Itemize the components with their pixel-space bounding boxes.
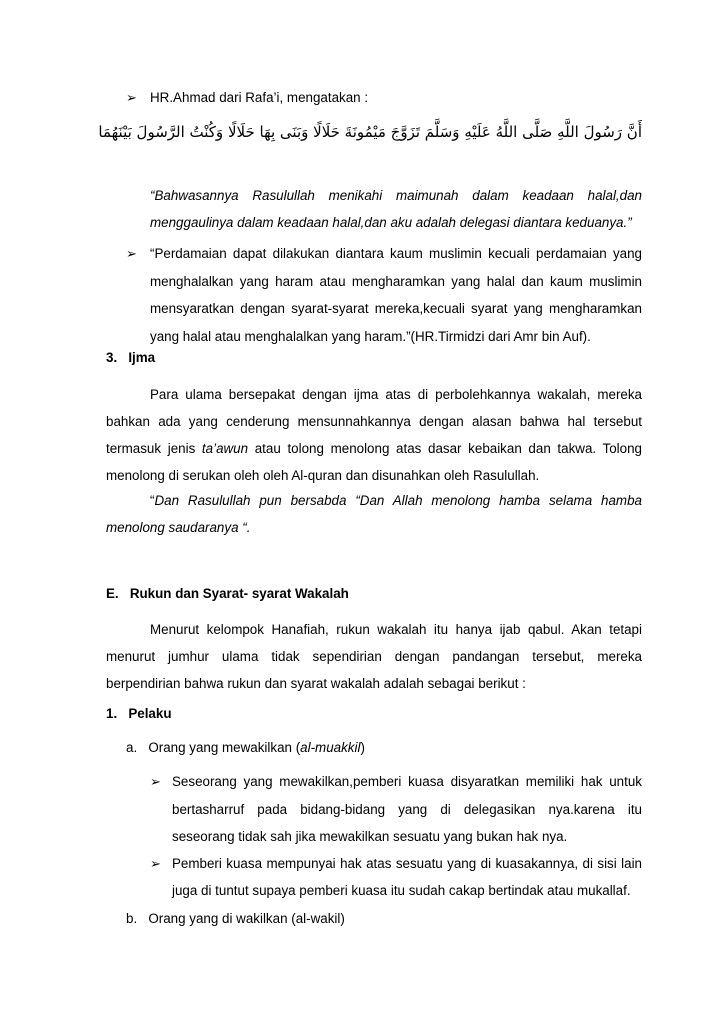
arrow-bullet-icon: ➢ [126,90,137,105]
arrow-bullet-icon: ➢ [150,774,161,789]
arrow-bullet-icon: ➢ [126,246,137,261]
heading-section-e: E. Rukun dan Syarat- syarat Wakalah [106,586,349,601]
heading-pelaku: 1. Pelaku [106,706,172,721]
item-b-wakil: b. Orang yang di wakilkan (al-wakil) [126,911,345,926]
paragraph-rukun: Menurut kelompok Hanafiah, rukun wakalah itu hanya ijab qabul. Akan tetapi menurut jumhur ulama tidak sependirian dengan pandangan tersebut, mereka berpendirian bahwa rukun dan syarat wakalah adalah sebagai berikut : [106,622,642,691]
ijma-text-b: atau tolong menolong atas dasar kebaikan dan takwa. Tolong menolong di serukan oleh oleh Al-quran dan disunahkan oleh Rasulullah. [106,441,642,483]
ijma-text-a: Para ulama bersepakat dengan ijma atas di perbolehkannya wakalah, mereka bahkan ada yang cenderung mensunnahkannya dengan alasan bahwa hal tersebut termasuk jenis [106,387,642,456]
hadith-translation: “Bahwasannya Rasulullah menikahi maimunah dalam keadaan halal,dan menggaulinya dalam keadaan halal,dan aku adalah delegasi diantara keduanya.” [150,188,642,230]
item-a-muakkil [126,734,365,761]
term-taawun: ta’awun [201,441,249,456]
arabic-hadith-text: أَنَّ رَسُولَ اللَّهِ صَلَّى اللَّهُ عَلَيْهِ وَسَلَّمَ تَزَوَّجَ مَيْمُونَةَ حَلَالًا وَبَنَى بِهَا حَلَالًا وَكُنْتُ الرَّسُولَ بَيْنَهُمَا [98,123,642,141]
quote-text: Dan Rasulullah pun bersabda “Dan Allah menolong hamba selama hamba menolong saudaranya “. [106,493,642,535]
bullet-perdamaian: “Perdamaian dapat dilakukan diantara kaum muslimin kecuali perdamaian yang menghalalkan yang haram atau mengharamkan yang halal dan kaum muslimin mensyaratkan dengan syarat-syarat mereka,kecuali syarat yang mengharamkan yang halal atau menghalalkan yang haram.”(HR.Tirmidzi dari Amr bin Auf). [150,246,642,344]
paragraph-quote [106,487,642,541]
paragraph-ijma [106,381,642,489]
bullet-muakkil-2: Pemberi kuasa mempunyai hak atas sesuatu yang di kuasakannya, di sisi lain juga di tuntut supaya pemberi kuasa itu sudah cakap bertindak atau mukallaf. [172,856,642,898]
heading-ijma: 3. Ijma [106,350,156,365]
arrow-bullet-icon: ➢ [150,856,161,871]
bullet-muakkil-1: Seseorang yang mewakilkan,pemberi kuasa disyaratkan memiliki hak untuk bertasharruf pada bidang-bidang yang di delegasikan nya.karena itu seseorang tidak sah jika mewakilkan sesuatu yang bukan hak nya. [172,774,642,844]
item-a-prefix: a. Orang yang mewakilkan ( [126,740,301,755]
bullet-hr-ahmad: HR.Ahmad dari Rafa’i, mengatakan : [150,90,369,105]
item-a-suffix: ) [360,740,365,755]
quote-open: “ [150,493,155,508]
term-al-muakkil: al-muakkil [300,740,361,755]
